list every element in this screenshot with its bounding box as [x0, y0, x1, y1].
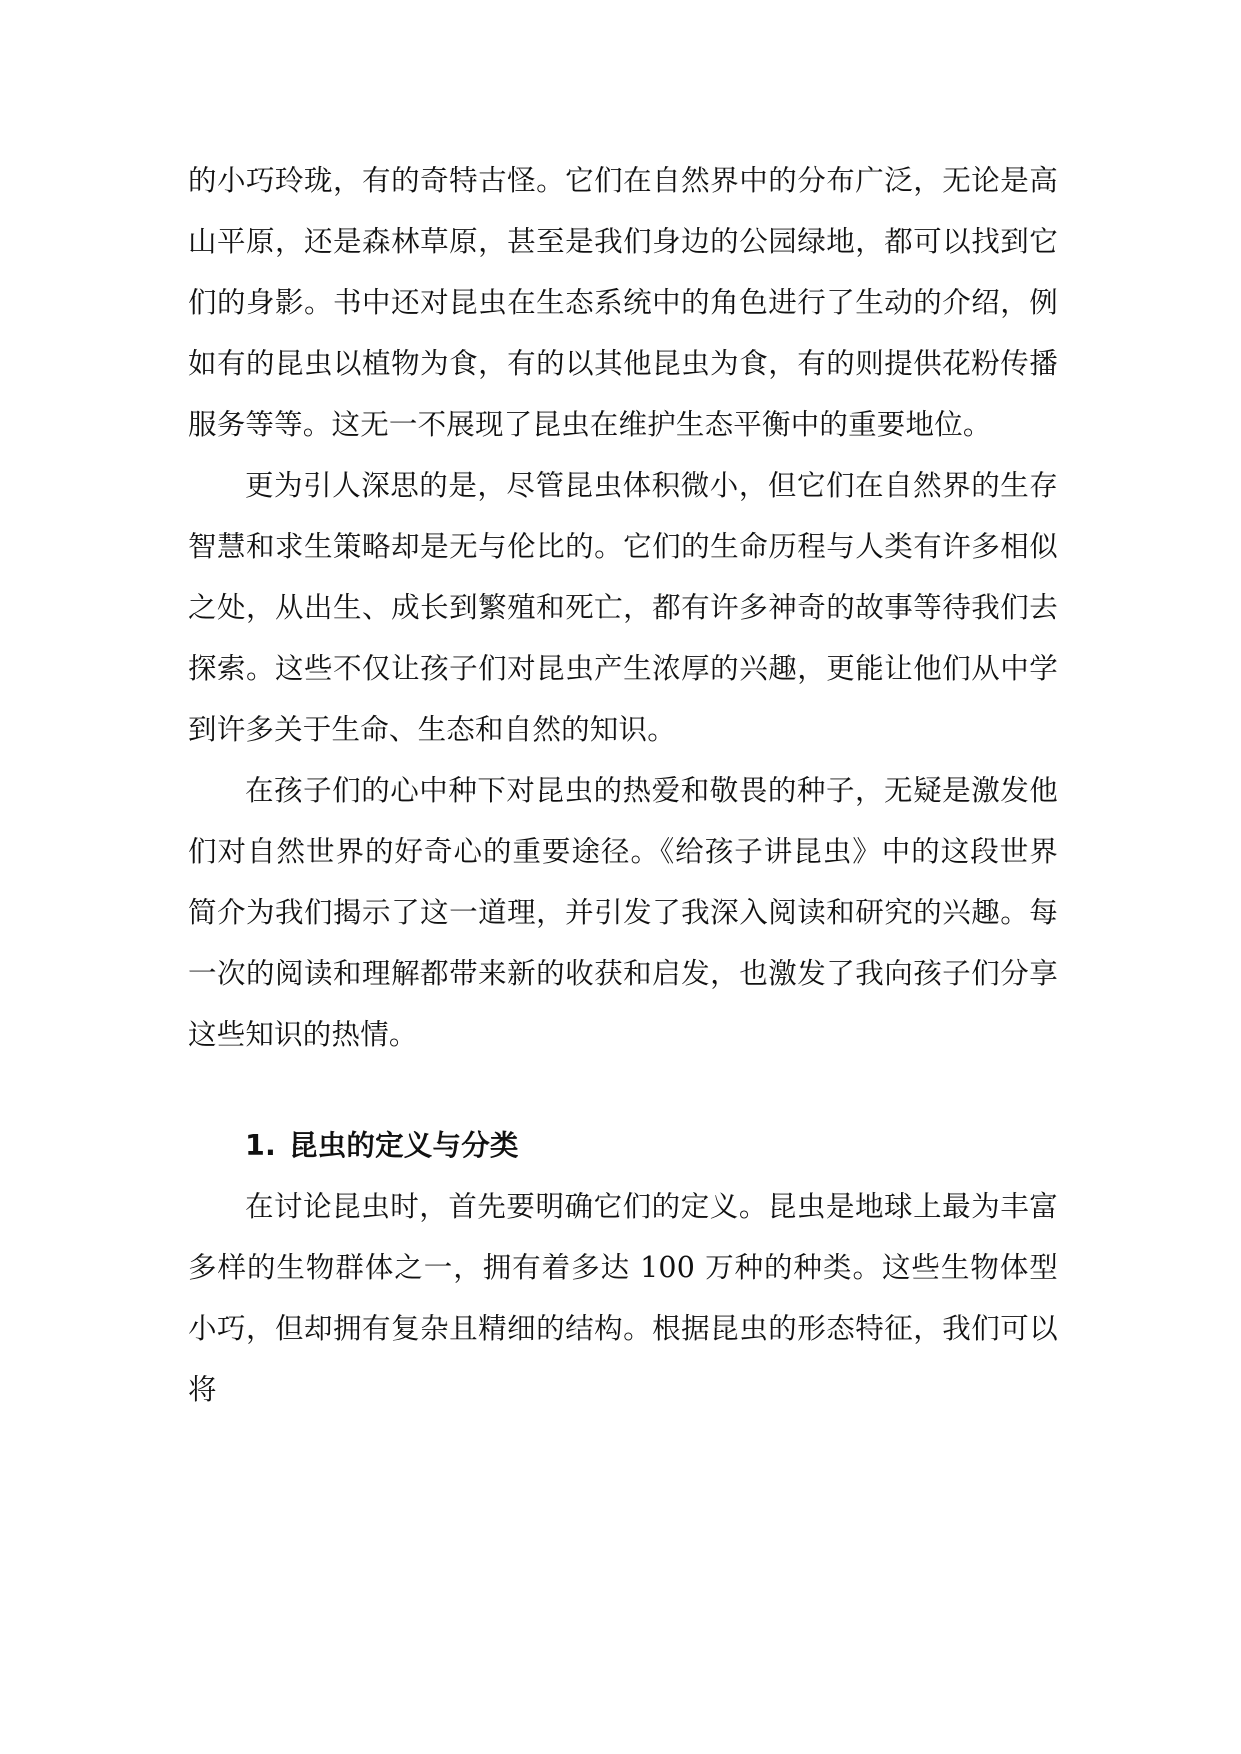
paragraph-continued: 的小巧玲珑，有的奇特古怪。它们在自然界中的分布广泛，无论是高山平原，还是森林草原，甚至是我们身边的公园绿地，都可以找到它们的身影。书中还对昆虫在生态系统中的角色进行了生动的介绍，例如有的昆虫以植物为食，有的以其他昆虫为食，有的则提供花粉传播服务等等。这无一不展现了昆虫在维护生态平衡中的重要地位。 — [188, 164, 1058, 441]
section-number: 1. — [245, 1129, 277, 1162]
paragraph-curiosity: 在孩子们的心中种下对昆虫的热爱和敬畏的种子，无疑是激发他们对自然世界的好奇心的重要途径。《给孩子讲昆虫》中的这段世界简介为我们揭示了这一道理，并引发了我深入阅读和研究的兴趣。每一次的阅读和理解都带来新的收获和启发，也激发了我向孩子们分享这些知识的热情。 — [188, 774, 1058, 1051]
section-heading — [188, 1115, 1058, 1176]
section-title: 昆虫的定义与分类 — [289, 1129, 519, 1162]
document-body — [188, 150, 1058, 1420]
paragraph-definition: 在讨论昆虫时，首先要明确它们的定义。昆虫是地球上最为丰富多样的生物群体之一，拥有着多达 100 万种的种类。这些生物体型小巧，但却拥有复杂且精细的结构。根据昆虫的形态特征，我们可以将 — [188, 1190, 1058, 1406]
paragraph-insect-wisdom: 更为引人深思的是，尽管昆虫体积微小，但它们在自然界的生存智慧和求生策略却是无与伦比的。它们的生命历程与人类有许多相似之处，从出生、成长到繁殖和死亡，都有许多神奇的故事等待我们去探索。这些不仅让孩子们对昆虫产生浓厚的兴趣，更能让他们从中学到许多关于生命、生态和自然的知识。 — [188, 469, 1058, 746]
